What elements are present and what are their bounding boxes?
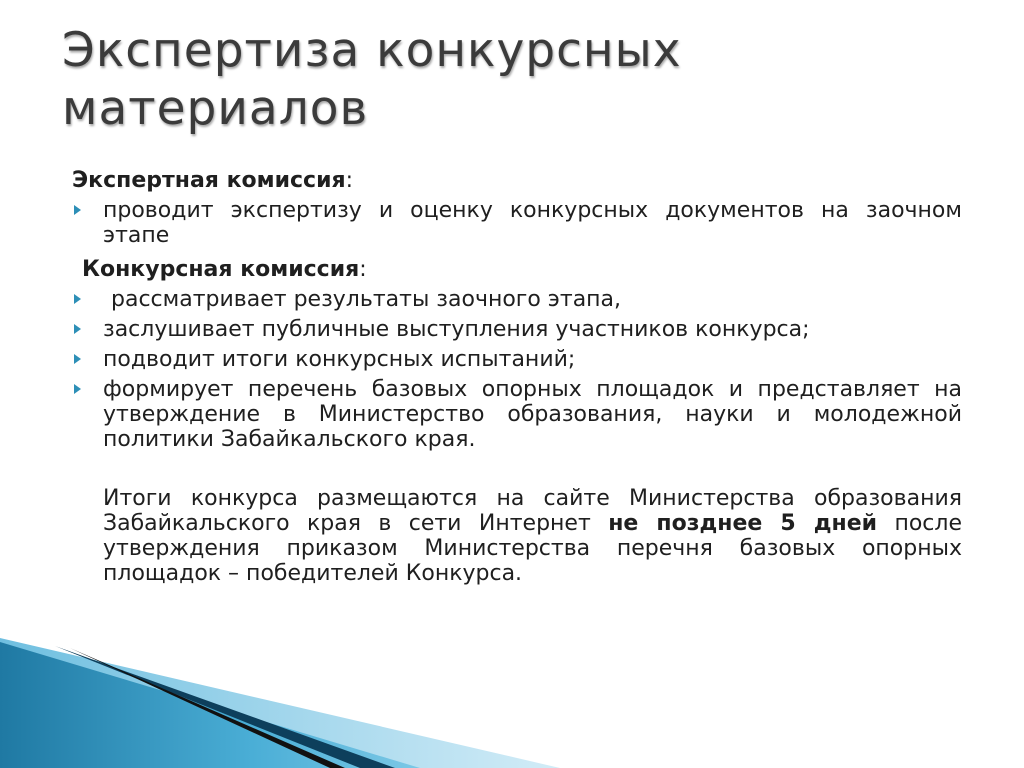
list-item	[72, 198, 962, 248]
list-item	[72, 317, 962, 342]
competition-commission-colon: :	[359, 257, 367, 282]
expert-commission-list	[72, 198, 962, 248]
slide-body	[72, 164, 962, 586]
expert-commission-heading	[72, 164, 962, 198]
results-note	[103, 486, 962, 586]
list-item	[72, 287, 962, 312]
decorative-wave	[0, 628, 1024, 768]
list-item	[72, 347, 962, 372]
list-item-text: рассматривает результаты заочного этапа,	[111, 287, 622, 312]
list-item-text: заслушивает публичные выступления участников конкурса;	[103, 317, 810, 342]
results-note-text-end: после утверждения приказом Министерства перечня базовых опорных площадок – победителей Конкурса.	[103, 511, 962, 586]
bullet-arrow-icon	[74, 205, 81, 215]
competition-commission-list	[72, 287, 962, 452]
slide-title: Экспертиза конкурсных материалов	[62, 23, 682, 136]
list-item	[72, 377, 962, 452]
results-note-text: Итоги конкурса размещаются на сайте Министерства образования Забайкальского края в сети Интернет	[103, 486, 962, 536]
bullet-arrow-icon	[74, 354, 81, 364]
results-note-deadline: не позднее 5 дней	[608, 511, 878, 536]
list-item-text: проводит экспертизу и оценку конкурсных документов на заочном этапе	[103, 198, 962, 248]
bullet-arrow-icon	[74, 384, 81, 394]
bullet-arrow-icon	[74, 294, 81, 304]
bullet-arrow-icon	[74, 324, 81, 334]
expert-commission-colon: :	[345, 168, 354, 193]
list-item-text: формирует перечень базовых опорных площадок и представляет на утверждение в Министерство образования, науки и молодежной политики Забайкальского края.	[103, 377, 962, 452]
competition-commission-heading	[72, 253, 962, 287]
expert-commission-label: Экспертная комиссия	[72, 168, 346, 193]
competition-commission-label: Конкурсная комиссия	[82, 257, 360, 282]
list-item-text: подводит итоги конкурсных испытаний;	[103, 347, 576, 372]
